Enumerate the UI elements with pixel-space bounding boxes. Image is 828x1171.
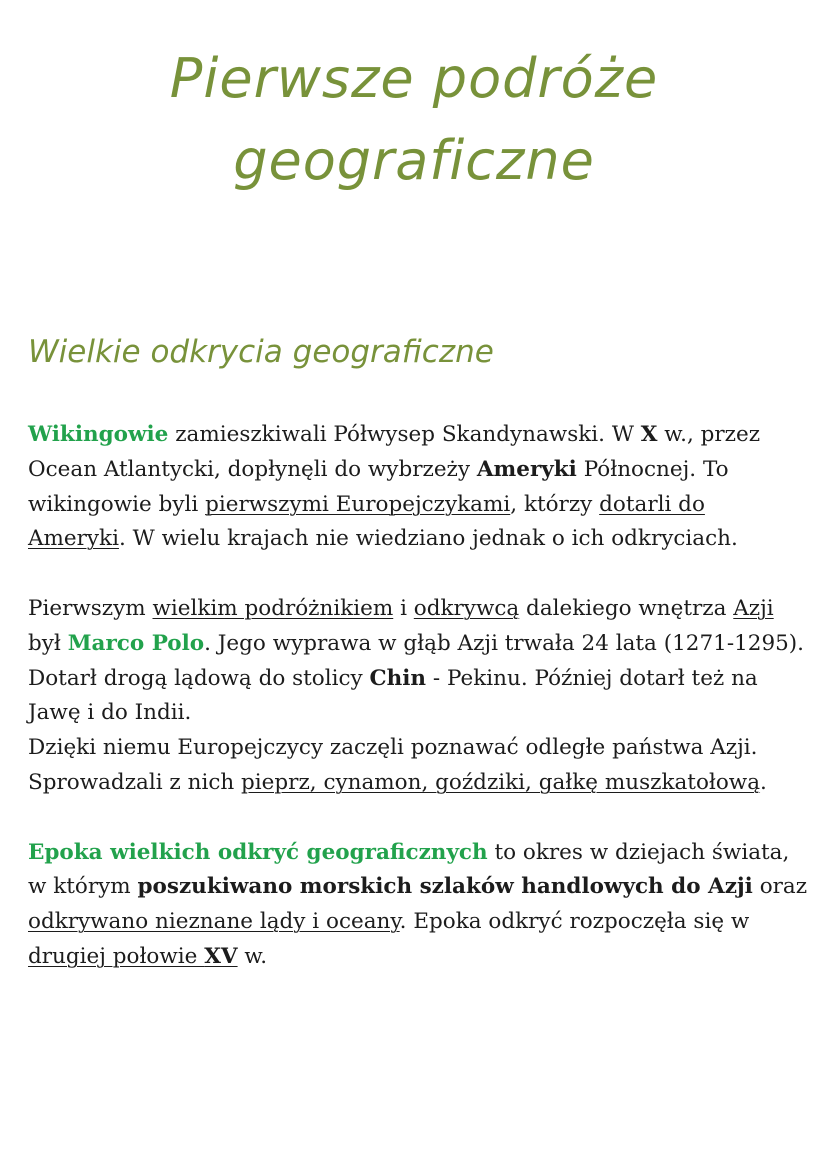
text-span: w., przez Ocean Atlantycki, dopłynęli do wybrzeży: [28, 422, 761, 482]
text-span: Północnej. To wikingowie byli: [28, 456, 729, 517]
text-span: . W wielu krajach nie wiedziano jednak o ich odkryciach.: [118, 526, 738, 552]
underlined-second-half: drugiej połowie: [28, 943, 205, 969]
paragraph-vikings: [28, 418, 808, 557]
section-heading: Wielkie odkrycia geograficzne: [28, 334, 494, 370]
underlined-unknown-lands: odkrywano nieznane lądy i oceany: [28, 909, 400, 935]
text-span: i: [393, 595, 414, 621]
underlined-first-europeans: pierwszymi Europejczykami: [205, 491, 511, 517]
text-span: , którzy: [510, 491, 600, 517]
text-span: w.: [237, 943, 268, 969]
bold-america: Ameryki: [476, 456, 577, 482]
underlined-reached-america: dotarli do Ameryki: [28, 491, 705, 552]
bold-century: X: [640, 422, 658, 447]
text-span: dalekiego wnętrza: [519, 595, 734, 621]
paragraph-marco-polo: [28, 592, 808, 801]
text-span: Pierwszym: [28, 595, 153, 621]
bold-sea-routes: poszukiwano morskich szlaków handlowych do Azji: [137, 874, 753, 900]
term-marco-polo: Marco Polo: [67, 630, 205, 656]
term-vikings: Wikingowie: [28, 422, 169, 447]
page-title: [0, 38, 828, 202]
text-span: zamieszkiwali Półwysep Skandynawski. W: [168, 422, 641, 447]
underlined-discoverer: odkrywcą: [413, 595, 520, 621]
text-span: . Jego wyprawa w głąb Azji trwała 24 lata (1271-1295). Dotarł drogą lądową do stolicy: [28, 630, 805, 691]
text-span: był: [28, 630, 68, 656]
bold-underlined-xv: XV: [204, 943, 238, 969]
text-span: - Pekinu. Później dotarł też na Jawę i do Indii.: [28, 665, 758, 726]
underlined-spices: pieprz, cynamon, goździki, gałkę muszkatołową: [241, 769, 761, 795]
text-span: .: [760, 769, 767, 795]
text-span: Dzięki niemu Europejczycy zaczęli poznawać odległe państwa Azji. Sprowadzali z nich: [28, 735, 758, 795]
text-span: to okres w dziejach świata, w którym: [28, 839, 790, 900]
content: [28, 418, 808, 1010]
page-title-line-1: Pierwsze podróże: [169, 47, 659, 110]
text-span: oraz: [752, 874, 808, 900]
underlined-great-traveler: wielkim podróżnikiem: [152, 595, 394, 621]
term-age-of-discovery: Epoka wielkich odkryć geograficznych: [28, 839, 488, 865]
underlined-asia: Azji: [733, 595, 774, 621]
text-span: . Epoka odkryć rozpoczęła się w: [399, 909, 750, 935]
paragraph-age-of-discovery: [28, 836, 808, 975]
bold-china: Chin: [369, 665, 427, 691]
page-title-line-2: geograficzne: [233, 129, 595, 192]
